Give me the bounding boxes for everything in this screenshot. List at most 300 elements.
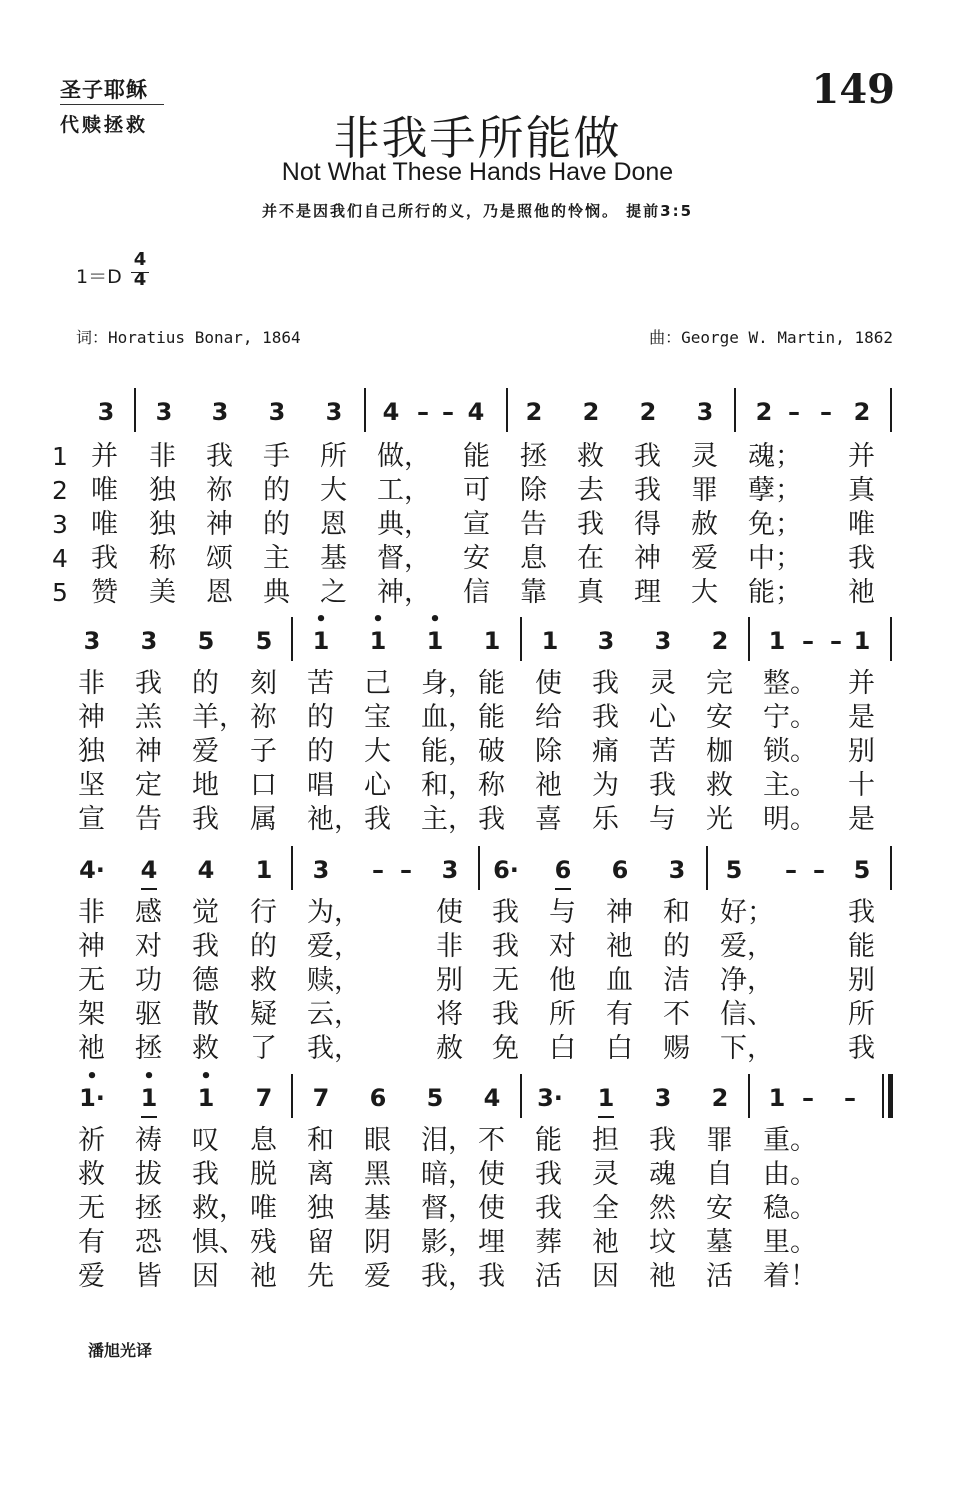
- lyric-syllable: 我: [535, 1159, 562, 1190]
- lyric-syllable: 称: [478, 770, 505, 801]
- lyric-syllable: 我: [206, 441, 233, 472]
- lyric-syllable: 我，: [307, 1033, 361, 1064]
- lyric-syllable: 唯: [250, 1193, 277, 1224]
- lyric-syllable: 得: [634, 509, 661, 540]
- time-signature-line: [131, 272, 149, 273]
- barline: [291, 617, 293, 661]
- lyric-syllable: 苦: [307, 668, 334, 699]
- lyric-syllable: 泪，: [421, 1125, 475, 1156]
- lyric-syllable: 所: [549, 999, 576, 1030]
- lyric-syllable: 对: [135, 931, 162, 962]
- lyric-syllable: 惧、: [192, 1227, 246, 1258]
- lyric-syllable: 并: [91, 441, 118, 472]
- lyric-syllable: 他: [549, 965, 576, 996]
- lyric-syllable: 架: [78, 999, 105, 1030]
- lyric-syllable: 安: [706, 1193, 733, 1224]
- note: 3: [696, 398, 714, 426]
- note: 3: [97, 398, 115, 426]
- lyric-syllable: 神: [606, 897, 633, 928]
- note-dash: –: [372, 856, 384, 884]
- lyric-syllable: 地: [192, 770, 219, 801]
- lyric-syllable: 我: [135, 668, 162, 699]
- lyric-syllable: 我: [492, 931, 519, 962]
- lyric-syllable: 感: [135, 897, 162, 928]
- category-main: 圣子耶稣: [60, 78, 148, 102]
- note: 3: [155, 398, 173, 426]
- lyric-syllable: 我: [634, 475, 661, 506]
- lyric-syllable: 救: [78, 1159, 105, 1190]
- lyric-syllable: 口: [250, 770, 277, 801]
- note-dash: –: [802, 1084, 814, 1112]
- lyric-syllable: 基: [364, 1193, 391, 1224]
- time-signature-top: 4: [133, 249, 147, 270]
- lyric-syllable: 心: [649, 702, 676, 733]
- note-dash: –: [400, 856, 412, 884]
- lyric-syllable: 我: [192, 931, 219, 962]
- note: 1: [586, 1084, 626, 1112]
- lyric-syllable: 光: [706, 804, 733, 835]
- lyric-syllable: 的: [307, 736, 334, 767]
- octave-dot: •: [372, 609, 384, 630]
- note: 4: [382, 398, 400, 426]
- lyric-syllable: 眼: [364, 1125, 391, 1156]
- lyric-syllable: 拯: [135, 1033, 162, 1064]
- lyric-syllable: 自: [706, 1159, 733, 1190]
- lyric-syllable: 先: [307, 1261, 334, 1292]
- lyric-syllable: 着！: [763, 1261, 817, 1292]
- lyric-syllable: 救: [250, 965, 277, 996]
- lyric-syllable: 祂: [535, 770, 562, 801]
- lyric-syllable: 羊，: [192, 702, 246, 733]
- note: 1 •: [129, 1084, 169, 1112]
- lyric-syllable: 行: [250, 897, 277, 928]
- barline: [706, 846, 708, 890]
- lyric-syllable: 是: [848, 702, 875, 733]
- note-dash: –: [417, 398, 429, 426]
- lyric-syllable: 脱: [250, 1159, 277, 1190]
- note: 2: [755, 398, 773, 426]
- lyric-syllable: 祂: [606, 931, 633, 962]
- lyric-syllable: 独: [149, 509, 176, 540]
- barline: [748, 617, 750, 661]
- lyric-syllable: 神: [206, 509, 233, 540]
- note: 5: [197, 627, 215, 655]
- barline: [890, 617, 892, 661]
- lyric-syllable: 祂: [649, 1261, 676, 1292]
- note: 1 •: [358, 627, 398, 655]
- category-sub: 代赎拯救: [60, 114, 149, 136]
- lyric-syllable: 的: [307, 702, 334, 733]
- lyric-syllable: 羔: [135, 702, 162, 733]
- lyric-syllable: 下，: [720, 1033, 774, 1064]
- lyric-syllable: 唱: [307, 770, 334, 801]
- note-dash: –: [820, 398, 832, 426]
- lyric-syllable: 能；: [748, 577, 802, 608]
- note: 3: [668, 856, 686, 884]
- lyric-syllable: 能: [463, 441, 490, 472]
- lyric-syllable: 能: [478, 668, 505, 699]
- lyric-syllable: 因: [192, 1261, 219, 1292]
- lyric-syllable: 痛: [592, 736, 619, 767]
- note: 3: [312, 856, 330, 884]
- lyric-syllable: 我: [577, 509, 604, 540]
- lyric-syllable: 有: [78, 1227, 105, 1258]
- lyric-syllable: 因: [592, 1261, 619, 1292]
- lyric-syllable: 主，: [421, 804, 475, 835]
- barline: [291, 846, 293, 890]
- lyric-syllable: 我: [492, 897, 519, 928]
- lyric-syllable: 大: [691, 577, 718, 608]
- note: 3: [325, 398, 343, 426]
- lyric-syllable: 和: [307, 1125, 334, 1156]
- lyric-syllable: 工，: [377, 475, 431, 506]
- barline: [364, 388, 366, 432]
- lyric-syllable: 拔: [135, 1159, 162, 1190]
- lyric-syllable: 我: [535, 1193, 562, 1224]
- lyric-syllable: 去: [577, 475, 604, 506]
- lyric-syllable: 心: [364, 770, 391, 801]
- lyric-syllable: 然: [649, 1193, 676, 1224]
- lyric-syllable: 恐: [135, 1227, 162, 1258]
- lyric-syllable: 驱: [135, 999, 162, 1030]
- lyric-syllable: 大: [364, 736, 391, 767]
- hymn-number: 149: [811, 66, 895, 113]
- lyric-syllable: 赦: [691, 509, 718, 540]
- lyric-syllable: 罪: [691, 475, 718, 506]
- lyric-syllable: 葬: [535, 1227, 562, 1258]
- note-dash: –: [788, 398, 800, 426]
- lyric-syllable: 我: [649, 770, 676, 801]
- note-dash: –: [830, 627, 842, 655]
- note: 5: [853, 856, 871, 884]
- lyric-syllable: 云，: [307, 999, 361, 1030]
- lyric-syllable: 救: [577, 441, 604, 472]
- lyric-syllable: 身，: [421, 668, 475, 699]
- lyric-syllable: 祢: [206, 475, 233, 506]
- lyric-syllable: 靠: [520, 577, 547, 608]
- lyric-syllable: 做，: [377, 441, 431, 472]
- scripture-reference: 并不是因我们自己所行的义，乃是照他的怜悯。 提前3:5: [261, 202, 694, 220]
- lyric-syllable: 除: [535, 736, 562, 767]
- lyric-syllable: 我: [492, 999, 519, 1030]
- note: 1: [768, 627, 786, 655]
- lyric-syllable: 白: [549, 1033, 576, 1064]
- lyric-syllable: 赎，: [307, 965, 361, 996]
- lyric-syllable: 魂；: [748, 441, 802, 472]
- lyric-syllable: 我: [592, 702, 619, 733]
- lyric-syllable: 叹: [192, 1125, 219, 1156]
- time-signature-bottom: 4: [133, 269, 147, 290]
- lyric-syllable: 功: [135, 965, 162, 996]
- lyric-syllable: 我: [848, 1033, 875, 1064]
- verse-number: 4: [52, 544, 68, 573]
- lyric-syllable: 不: [663, 999, 690, 1030]
- note: 1: [541, 627, 559, 655]
- lyric-syllable: 好；: [720, 897, 774, 928]
- lyric-syllable: 信、: [720, 999, 774, 1030]
- final-barline-thick: [888, 1074, 893, 1118]
- lyric-syllable: 爱，: [720, 931, 774, 962]
- lyric-syllable: 给: [535, 702, 562, 733]
- barline: [890, 846, 892, 890]
- lyric-syllable: 我: [848, 543, 875, 574]
- lyric-syllable: 使: [535, 668, 562, 699]
- lyric-syllable: 将: [436, 999, 463, 1030]
- lyric-syllable: 净，: [720, 965, 774, 996]
- octave-dot: •: [200, 1066, 212, 1087]
- note: 3: [654, 627, 672, 655]
- lyric-syllable: 基: [320, 543, 347, 574]
- note: 2: [853, 398, 871, 426]
- lyric-syllable: 赞: [91, 577, 118, 608]
- note: 3: [83, 627, 101, 655]
- lyric-syllable: 白: [606, 1033, 633, 1064]
- lyric-syllable: 灵: [649, 668, 676, 699]
- lyric-syllable: 宣: [78, 804, 105, 835]
- lyric-syllable: 有: [606, 999, 633, 1030]
- lyric-syllable: 除: [520, 475, 547, 506]
- lyric-syllable: 灵: [592, 1159, 619, 1190]
- note: 3·: [537, 1084, 563, 1112]
- lyric-syllable: 爱: [192, 736, 219, 767]
- note: 1: [255, 856, 273, 884]
- note: 1· •: [72, 1084, 112, 1112]
- lyric-syllable: 主: [263, 543, 290, 574]
- lyric-syllable: 所: [848, 999, 875, 1030]
- barline: [748, 1074, 750, 1118]
- lyric-syllable: 真: [577, 577, 604, 608]
- lyric-syllable: 息: [250, 1125, 277, 1156]
- words-credit: 词：Horatius Bonar, 1864: [76, 328, 301, 347]
- note: 4: [483, 1084, 501, 1112]
- lyric-syllable: 无: [78, 1193, 105, 1224]
- lyric-syllable: 为，: [307, 897, 361, 928]
- lyric-syllable: 的: [663, 931, 690, 962]
- lyric-syllable: 唯: [91, 475, 118, 506]
- lyric-syllable: 独: [78, 736, 105, 767]
- lyric-syllable: 救，: [192, 1193, 246, 1224]
- lyric-syllable: 大: [320, 475, 347, 506]
- lyric-syllable: 活: [706, 1261, 733, 1292]
- note: 2: [525, 398, 543, 426]
- note: 6: [611, 856, 629, 884]
- lyric-syllable: 稳。: [763, 1193, 817, 1224]
- lyric-syllable: 锁。: [763, 736, 817, 767]
- barline: [291, 1074, 293, 1118]
- lyric-syllable: 坟: [649, 1227, 676, 1258]
- note: 1: [768, 1084, 786, 1112]
- lyric-syllable: 神，: [377, 577, 431, 608]
- lyric-syllable: 能，: [421, 736, 475, 767]
- barline: [520, 1074, 522, 1118]
- lyric-syllable: 独: [307, 1193, 334, 1224]
- note: 1 •: [415, 627, 455, 655]
- lyric-syllable: 定: [135, 770, 162, 801]
- lyric-syllable: 神: [78, 702, 105, 733]
- lyric-syllable: 血，: [421, 702, 475, 733]
- lyric-syllable: 与: [549, 897, 576, 928]
- lyric-syllable: 的: [263, 509, 290, 540]
- lyric-syllable: 暗，: [421, 1159, 475, 1190]
- lyric-syllable: 了: [250, 1033, 277, 1064]
- lyric-syllable: 救: [706, 770, 733, 801]
- lyric-syllable: 非: [78, 897, 105, 928]
- lyric-syllable: 担: [592, 1125, 619, 1156]
- lyric-syllable: 非: [436, 931, 463, 962]
- lyric-syllable: 留: [307, 1227, 334, 1258]
- lyric-syllable: 与: [649, 804, 676, 835]
- lyric-syllable: 的: [250, 931, 277, 962]
- lyric-syllable: 唯: [91, 509, 118, 540]
- lyric-syllable: 无: [492, 965, 519, 996]
- lyric-syllable: 可: [463, 475, 490, 506]
- note: 4: [197, 856, 215, 884]
- lyric-syllable: 能: [535, 1125, 562, 1156]
- verse-number: 2: [52, 476, 68, 505]
- lyric-syllable: 我: [634, 441, 661, 472]
- lyric-syllable: 祈: [78, 1125, 105, 1156]
- lyric-syllable: 拯: [520, 441, 547, 472]
- lyric-syllable: 主。: [763, 770, 817, 801]
- lyric-syllable: 我: [91, 543, 118, 574]
- lyric-syllable: 皆: [135, 1261, 162, 1292]
- lyric-syllable: 重。: [763, 1125, 817, 1156]
- lyric-syllable: 典: [263, 577, 290, 608]
- note-dash: –: [785, 856, 797, 884]
- note: 6: [369, 1084, 387, 1112]
- lyric-syllable: 墓: [706, 1227, 733, 1258]
- lyric-syllable: 安: [463, 543, 490, 574]
- lyric-syllable: 恩: [320, 509, 347, 540]
- lyric-syllable: 宁。: [763, 702, 817, 733]
- lyric-syllable: 的: [263, 475, 290, 506]
- lyric-syllable: 免: [492, 1033, 519, 1064]
- lyric-syllable: 理: [634, 577, 661, 608]
- lyric-syllable: 使: [478, 1159, 505, 1190]
- lyric-syllable: 阴: [364, 1227, 391, 1258]
- lyric-syllable: 残: [250, 1227, 277, 1258]
- lyric-syllable: 督，: [421, 1193, 475, 1224]
- lyric-syllable: 完: [706, 668, 733, 699]
- lyric-syllable: 散: [192, 999, 219, 1030]
- lyric-syllable: 刻: [250, 668, 277, 699]
- lyric-syllable: 我: [192, 1159, 219, 1190]
- barline: [134, 388, 136, 432]
- lyric-syllable: 告: [135, 804, 162, 835]
- lyric-syllable: 我: [478, 1261, 505, 1292]
- lyric-syllable: 血: [606, 965, 633, 996]
- lyric-syllable: 的: [192, 668, 219, 699]
- lyric-syllable: 坚: [78, 770, 105, 801]
- lyric-syllable: 祢: [250, 702, 277, 733]
- lyric-syllable: 我: [478, 804, 505, 835]
- lyric-syllable: 孽；: [748, 475, 802, 506]
- lyric-syllable: 祂: [592, 1227, 619, 1258]
- barline: [734, 388, 736, 432]
- lyric-syllable: 能: [478, 702, 505, 733]
- lyric-syllable: 爱: [691, 543, 718, 574]
- time-signature: [130, 250, 150, 290]
- lyric-syllable: 赐: [663, 1033, 690, 1064]
- barline: [520, 617, 522, 661]
- lyric-syllable: 非: [78, 668, 105, 699]
- lyric-syllable: 对: [549, 931, 576, 962]
- octave-dot: •: [86, 1066, 98, 1087]
- note: 3: [654, 1084, 672, 1112]
- note: 2: [711, 627, 729, 655]
- lyric-syllable: 我: [364, 804, 391, 835]
- lyric-syllable: 美: [149, 577, 176, 608]
- octave-dot: •: [143, 1066, 155, 1087]
- lyric-syllable: 祂: [848, 577, 875, 608]
- lyric-syllable: 督，: [377, 543, 431, 574]
- lyric-syllable: 整。: [763, 668, 817, 699]
- note: 5: [255, 627, 273, 655]
- note: 1 •: [186, 1084, 226, 1112]
- note: 1: [483, 627, 501, 655]
- lyric-syllable: 觉: [192, 897, 219, 928]
- lyric-syllable: 我，: [421, 1261, 475, 1292]
- note: 5: [426, 1084, 444, 1112]
- lyric-syllable: 使: [478, 1193, 505, 1224]
- note: 1: [853, 627, 871, 655]
- note-dash: –: [813, 856, 825, 884]
- lyric-syllable: 神: [135, 736, 162, 767]
- note: 4: [467, 398, 485, 426]
- lyric-syllable: 别: [436, 965, 463, 996]
- lyric-syllable: 恩: [206, 577, 233, 608]
- lyric-syllable: 之: [320, 577, 347, 608]
- lyric-syllable: 手: [263, 441, 290, 472]
- verse-number: 1: [52, 442, 68, 471]
- lyric-syllable: 我: [592, 668, 619, 699]
- lyric-syllable: 乐: [592, 804, 619, 835]
- title-english: Not What These Hands Have Done: [281, 158, 674, 186]
- lyric-syllable: 埋: [478, 1227, 505, 1258]
- lyric-syllable: 能: [848, 931, 875, 962]
- note: 5: [725, 856, 743, 884]
- lyric-syllable: 祷: [135, 1125, 162, 1156]
- lyric-syllable: 免；: [748, 509, 802, 540]
- lyric-syllable: 爱: [364, 1261, 391, 1292]
- lyric-syllable: 里。: [763, 1227, 817, 1258]
- lyric-syllable: 独: [149, 475, 176, 506]
- lyric-syllable: 宝: [364, 702, 391, 733]
- note: 4·: [79, 856, 105, 884]
- note: 7: [312, 1084, 330, 1112]
- lyric-syllable: 无: [78, 965, 105, 996]
- note: 3: [441, 856, 459, 884]
- lyric-syllable: 神: [634, 543, 661, 574]
- lyric-syllable: 爱: [78, 1261, 105, 1292]
- lyric-syllable: 祂: [78, 1033, 105, 1064]
- note: 4: [129, 856, 169, 884]
- note: 1 •: [301, 627, 341, 655]
- lyric-syllable: 黑: [364, 1159, 391, 1190]
- lyric-syllable: 属: [250, 804, 277, 835]
- lyric-syllable: 并: [848, 668, 875, 699]
- lyric-syllable: 我: [649, 1125, 676, 1156]
- barline: [506, 388, 508, 432]
- lyric-syllable: 是: [848, 804, 875, 835]
- lyric-syllable: 祂，: [307, 804, 361, 835]
- lyric-syllable: 拯: [135, 1193, 162, 1224]
- lyric-syllable: 典，: [377, 509, 431, 540]
- lyric-syllable: 德: [192, 965, 219, 996]
- note: 3: [211, 398, 229, 426]
- lyric-syllable: 真: [848, 475, 875, 506]
- lyric-syllable: 己: [364, 668, 391, 699]
